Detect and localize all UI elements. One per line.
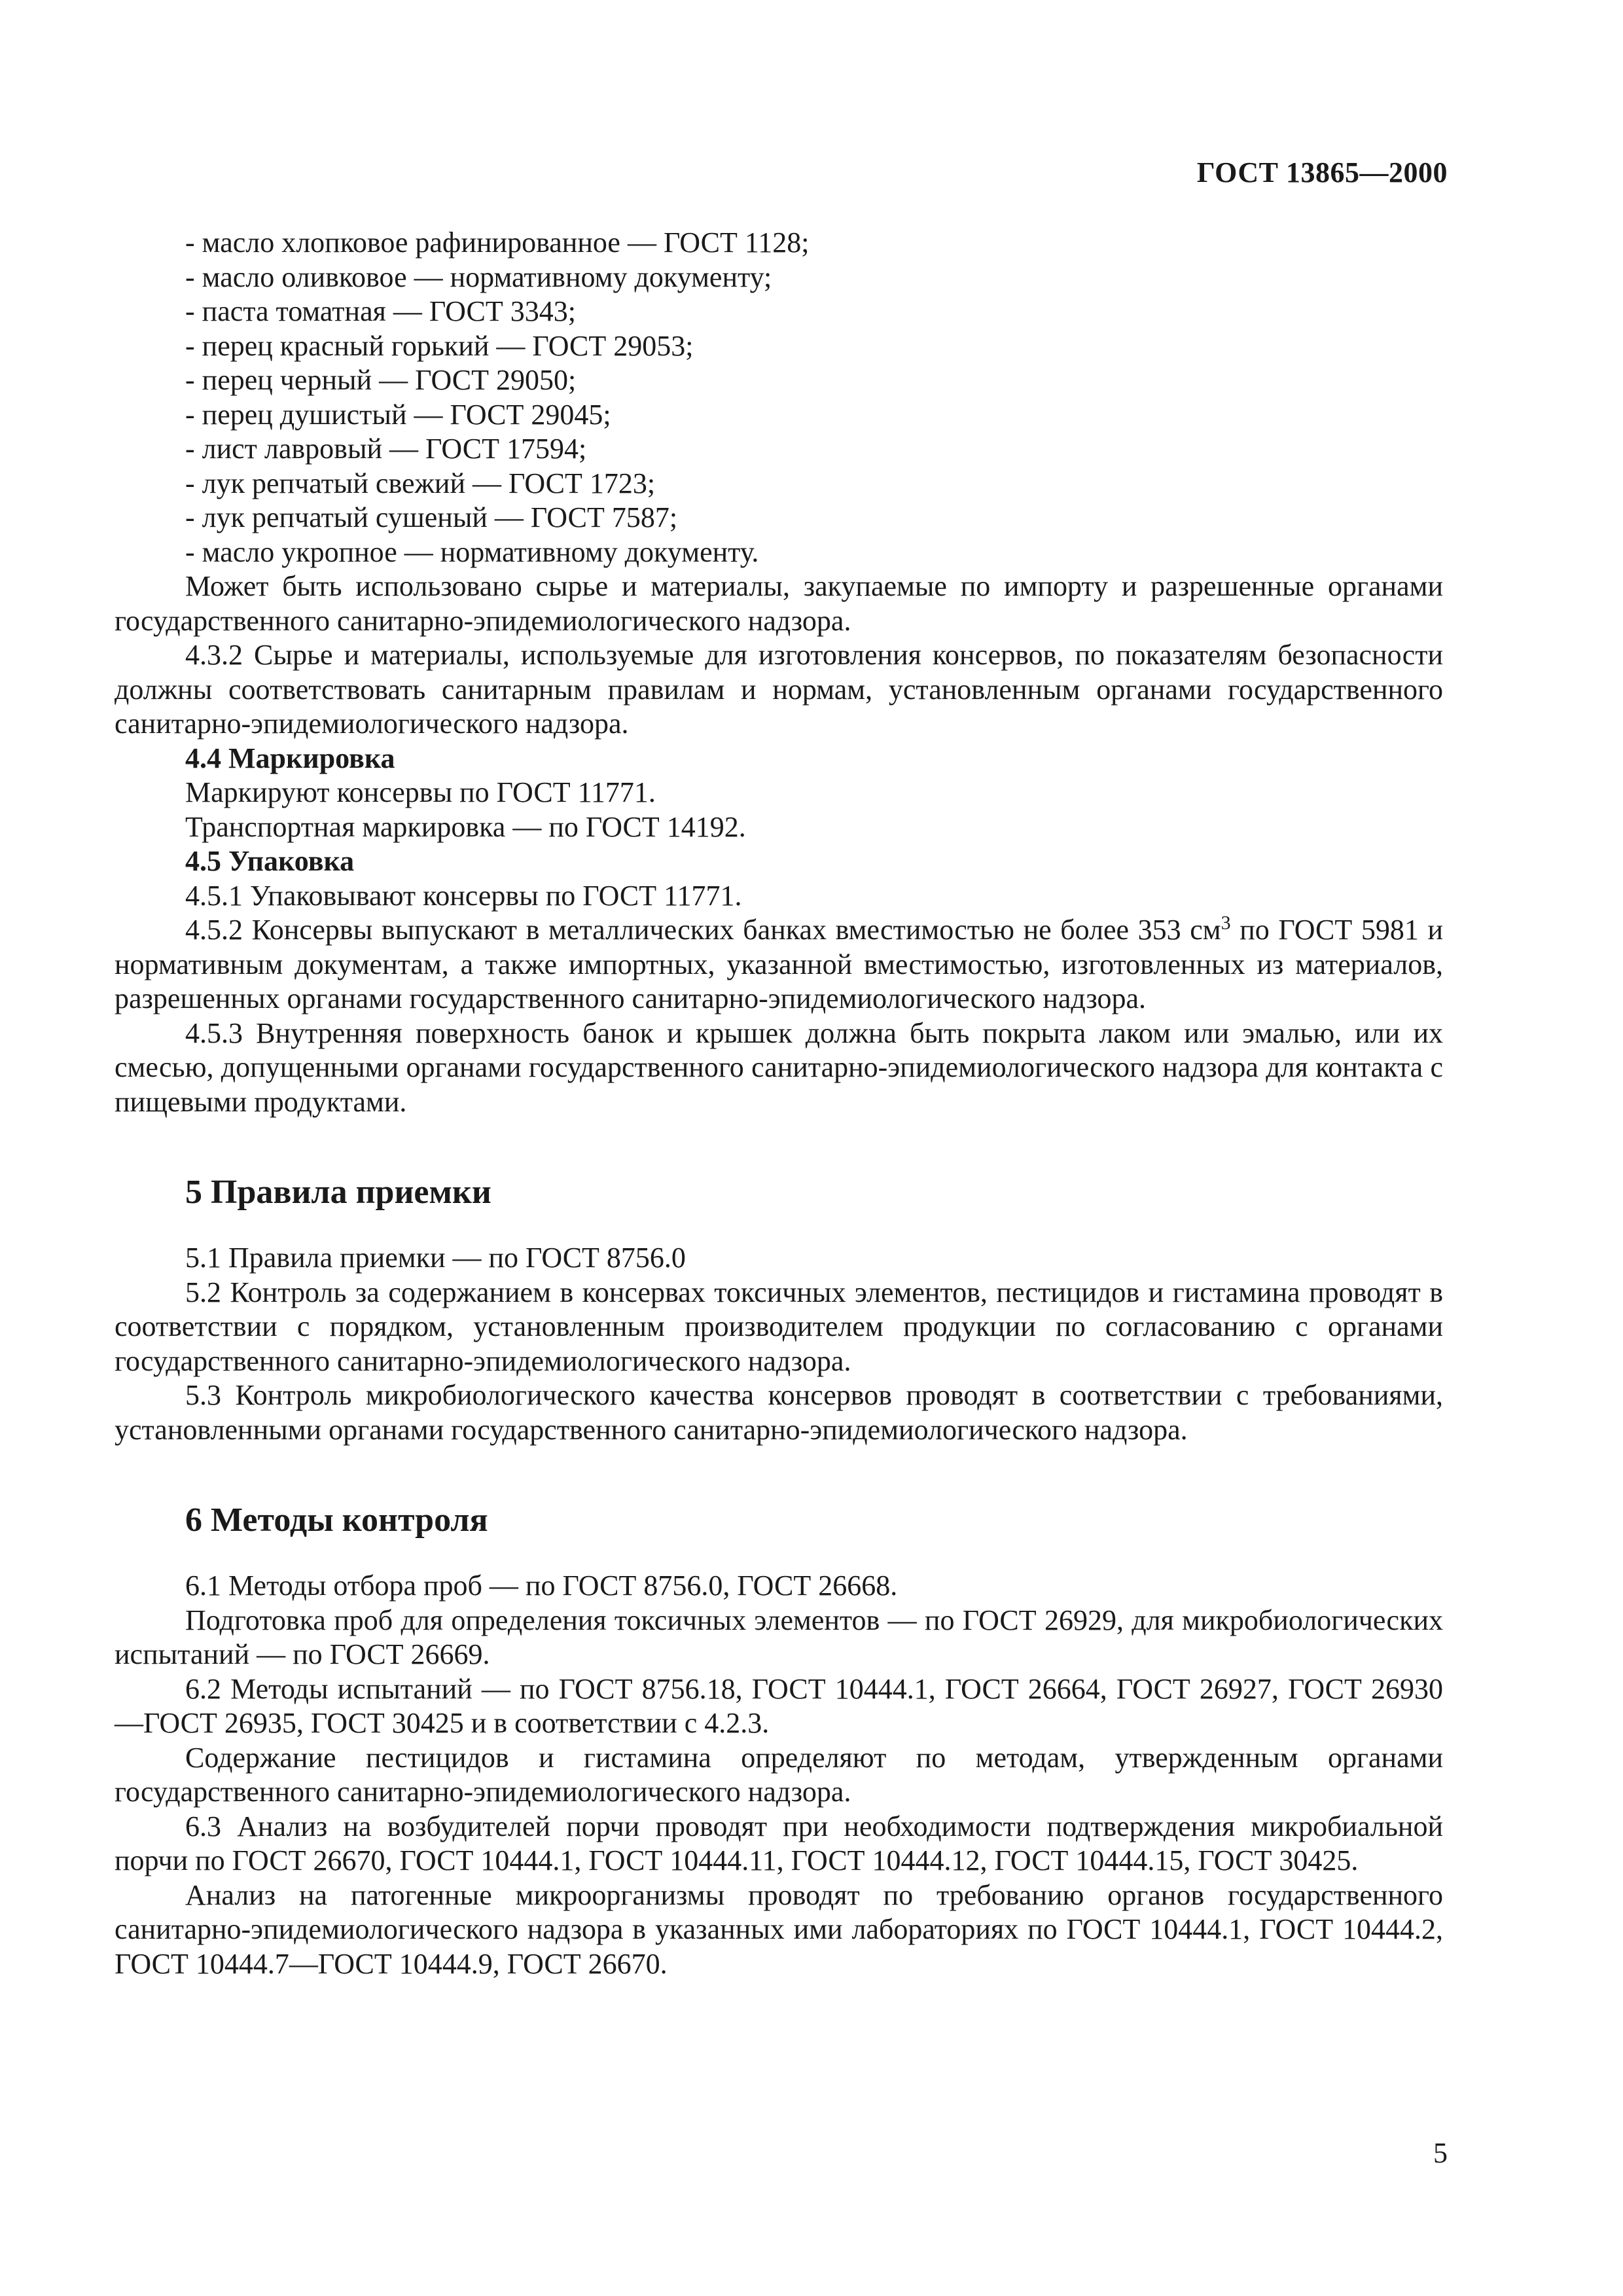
paragraph-4-3-2: 4.3.2 Сырье и материалы, используемые для изготовления консервов, по показателям безопасности должны соответствовать санитарным правилам и нормам, установленным органами государственного санитарно-эпидемиологического надзора.: [115, 639, 1443, 740]
section-heading-6: 6 Методы контроля: [185, 1501, 488, 1539]
paragraph-5-1: 5.1 Правила приемки — по ГОСТ 8756.0: [185, 1242, 686, 1274]
list-item: - перец красный горький — ГОСТ 29053;: [185, 329, 694, 362]
document-header: ГОСТ 13865—2000: [1196, 156, 1448, 188]
section-spacer: [115, 1212, 1443, 1241]
section-spacer: [115, 1119, 1443, 1173]
list-item: - перец черный — ГОСТ 29050;: [185, 364, 577, 396]
list-item: - масло укропное — нормативному документу.: [185, 535, 759, 568]
paragraph-6-1: 6.1 Методы отбора проб — по ГОСТ 8756.0, ГОСТ 26668.: [185, 1570, 898, 1602]
paragraph-6-2: 6.2 Методы испытаний — по ГОСТ 8756.18, ГОСТ 10444.1, ГОСТ 26664, ГОСТ 26927, ГОСТ 26930—ГОСТ 26935, ГОСТ 30425 и в соответствии с 4.2.3.: [115, 1672, 1443, 1739]
list-item: - лук репчатый сушеный — ГОСТ 7587;: [185, 501, 678, 533]
document-body: [115, 226, 1443, 1981]
list-item: - лук репчатый свежий — ГОСТ 1723;: [185, 467, 656, 499]
list-item: - лист лавровый — ГОСТ 17594;: [185, 433, 587, 465]
paragraph-4-4-b: Транспортная маркировка — по ГОСТ 14192.: [185, 810, 746, 843]
paragraph-5-2: 5.2 Контроль за содержанием в консервах токсичных элементов, пестицидов и гистамина проводят в соответствии с порядком, установленным производителем продукции по согласованию с органами государственного санитарно-эпидемиологического надзора.: [115, 1276, 1443, 1377]
section-heading-4-4: 4.4 Маркировка: [185, 742, 395, 774]
section-heading-4-5: 4.5 Упаковка: [185, 845, 355, 877]
paragraph-4-5-2-text-b: по ГОСТ 5981 и нормативным документам, а также импортных, указанной вместимостью, изготовленных из материалов, разрешенных органами государственного санитарно-эпидемиологического надзора.: [115, 914, 1443, 1014]
list-item: - масло хлопковое рафинированное — ГОСТ 1128;: [185, 226, 810, 259]
superscript-cubic: 3: [1221, 912, 1231, 934]
paragraph-4-5-2: [115, 913, 1443, 1016]
paragraph-6-1-b: Подготовка проб для определения токсичных элементов — по ГОСТ 26929, для микробиологических испытаний — по ГОСТ 26669.: [115, 1604, 1443, 1670]
paragraph-6-3-b: Анализ на патогенные микроорганизмы проводят по требованию органов государственного санитарно-эпидемиологического надзора в указанных ими лабораториях по ГОСТ 10444.1, ГОСТ 10444.2, ГОСТ 10444.7—ГОСТ 10444.9, ГОСТ 26670.: [115, 1878, 1443, 1980]
paragraph-5-3: 5.3 Контроль микробиологического качества консервов проводят в соответствии с требованиями, установленными органами государственного санитарно-эпидемиологического надзора.: [115, 1379, 1443, 1446]
list-item: - перец душистый — ГОСТ 29045;: [185, 398, 611, 431]
paragraph-4-5-3: 4.5.3 Внутренняя поверхность банок и крышек должна быть покрыта лаком или эмалью, или их смесью, допущенными органами государственного санитарно-эпидемиологического надзора для контакта с пищевыми продуктами.: [115, 1016, 1443, 1118]
page-number: 5: [1433, 2137, 1448, 2169]
paragraph-import: Может быть использовано сырье и материалы, закупаемые по импорту и разрешенные органами государственного санитарно-эпидемиологического надзора.: [115, 570, 1443, 637]
section-heading-5: 5 Правила приемки: [185, 1174, 491, 1211]
paragraph-4-5-2-text-a: 4.5.2 Консервы выпускают в металлических банках вместимостью не более 353 см: [185, 914, 1221, 946]
list-item: - масло оливковое — нормативному документу;: [185, 260, 772, 293]
ingredient-list: [115, 226, 1443, 569]
section-spacer: [115, 1447, 1443, 1501]
paragraph-6-2-b: Содержание пестицидов и гистамина определяют по методам, утвержденным органами государственного санитарно-эпидемиологического надзора.: [115, 1741, 1443, 1808]
paragraph-6-3: 6.3 Анализ на возбудителей порчи проводят при необходимости подтверждения микробиальной порчи по ГОСТ 26670, ГОСТ 10444.1, ГОСТ 10444.11, ГОСТ 10444.12, ГОСТ 10444.15, ГОСТ 30425.: [115, 1810, 1443, 1876]
section-spacer: [115, 1540, 1443, 1569]
paragraph-4-4-a: Маркируют консервы по ГОСТ 11771.: [185, 776, 656, 808]
list-item: - паста томатная — ГОСТ 3343;: [185, 295, 576, 327]
paragraph-4-5-1: 4.5.1 Упаковывают консервы по ГОСТ 11771.: [185, 879, 742, 912]
